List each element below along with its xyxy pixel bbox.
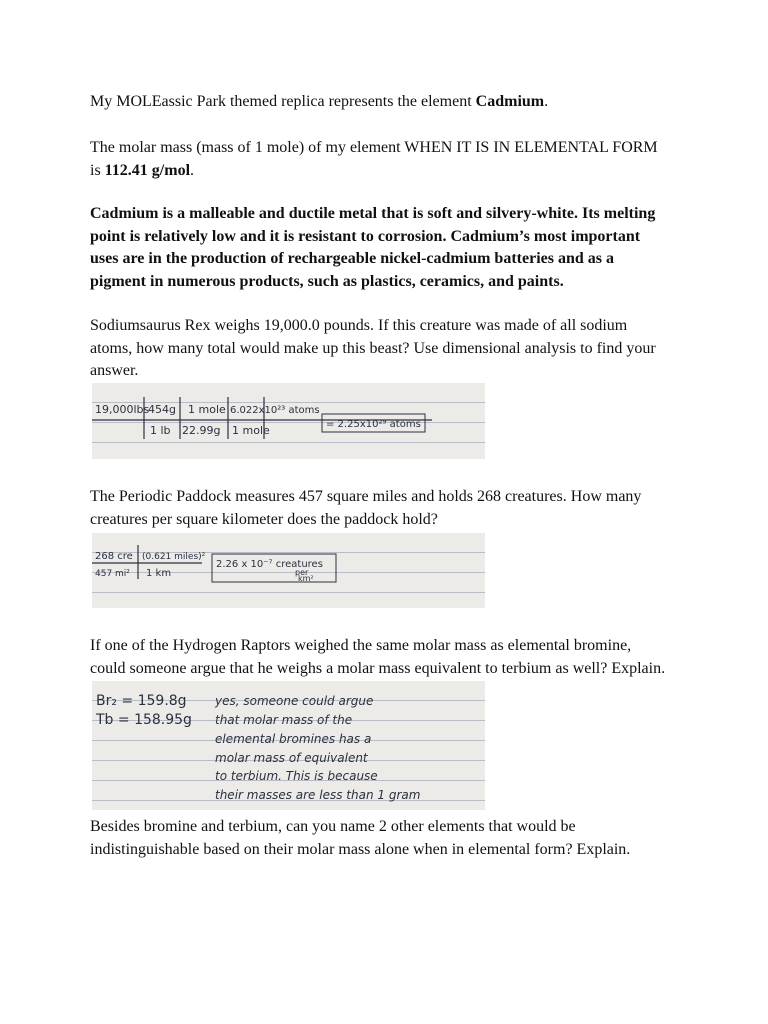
answer-2-col2-top: (0.621 miles)² [142,552,206,562]
answer-3-line-1: yes, someone could argue [215,694,374,708]
description-line-4: pigment in numerous products, such as plastics, ceramics, and paints. [90,272,564,290]
answer-3-line-6: their masses are less than 1 gram [215,788,421,802]
description-line-2: point is relatively low and it is resistant to corrosion. Cadmium’s most important [90,227,641,245]
answer-2-result-line-3: km² [298,574,314,583]
description-line-3: uses are in the production of rechargeable nickel-cadmium batteries and as a [90,250,614,267]
answer-2-photo [92,533,485,608]
description-paragraph [90,203,690,293]
answer-3-terbium-mass: Tb = 158.95g [96,712,192,728]
question-2-line-1: The Periodic Paddock measures 457 square miles and holds 268 creatures. How many [90,488,642,505]
answer-3-line-4: molar mass of equivalent [215,751,368,765]
intro-text: My MOLEassic Park themed replica represents the element [90,93,476,110]
answer-3-line-2: that molar mass of the [215,713,353,727]
question-1-line-1: Sodiumsaurus Rex weighs 19,000.0 pounds. If this creature was made of all sodium [90,317,628,334]
question-1-line-3: answer. [90,362,139,379]
question-1-line-2: atoms, how many total would make up this beast? Use dimensional analysis to find your [90,339,656,357]
answer-2-result-line-1: 2.26 x 10⁻⁷ creatures [216,559,323,570]
answer-3-handwriting [92,681,485,810]
answer-2-col1-bottom: 457 mi² [95,569,130,579]
answer-1-col4-top: 6.022x10²³ atoms [230,405,320,416]
answer-1-col2-top: 454g [148,403,176,416]
question-2-line-2: creatures per square kilometer does the paddock hold? [90,510,438,528]
answer-1-col2-bottom: 1 lb [150,424,171,437]
question-3 [90,635,690,680]
answer-2-result-line-2: per [295,568,309,577]
answer-3-bromine-mass: Br₂ = 159.8g [96,693,187,709]
answer-3-line-3: elemental bromines has a [215,732,372,746]
answer-2-handwriting [92,533,485,608]
question-2 [90,486,690,531]
question-4-line-2: indistinguishable based on their molar mass alone when in elemental form? Explain. [90,840,631,858]
answer-1-col4-bottom: 1 mole [232,424,270,437]
question-1 [90,315,690,383]
question-4 [90,816,690,861]
answer-1-result: = 2.25x10²⁹ atoms [326,419,421,430]
molar-mass-period: . [190,161,195,179]
description-line-1: Cadmium is a malleable and ductile metal that is soft and silvery-white. Its melting [90,205,656,222]
molar-mass-prefix: is [90,161,105,179]
molar-mass-paragraph [90,137,690,182]
intro-paragraph [90,91,690,114]
intro-period: . [544,93,549,110]
question-3-line-1: If one of the Hydrogen Raptors weighed the same molar mass as elemental bromine, [90,637,632,654]
question-3-line-2: could someone argue that he weighs a molar mass equivalent to terbium as well? Explain. [90,659,666,677]
answer-1-col1-top: 19,000lbs [95,403,150,416]
answer-1-col3-bottom: 22.99g [182,424,221,437]
molar-mass-line-1: The molar mass (mass of 1 mole) of my element WHEN IT IS IN ELEMENTAL FORM [90,139,658,156]
answer-1-photo [92,383,485,459]
answer-1-col3-top: 1 mole [188,403,226,416]
question-4-line-1: Besides bromine and terbium, can you name 2 other elements that would be [90,818,576,835]
answer-3-line-5: to terbium. This is because [215,769,378,783]
element-name: Cadmium [475,93,545,110]
answer-1-handwriting [92,383,485,459]
molar-mass-value: 112.41 g/mol [104,161,191,179]
answer-2-col1-top: 268 cre [95,551,133,562]
answer-3-photo [92,681,485,810]
answer-2-col2-bottom: 1 km [146,568,172,579]
